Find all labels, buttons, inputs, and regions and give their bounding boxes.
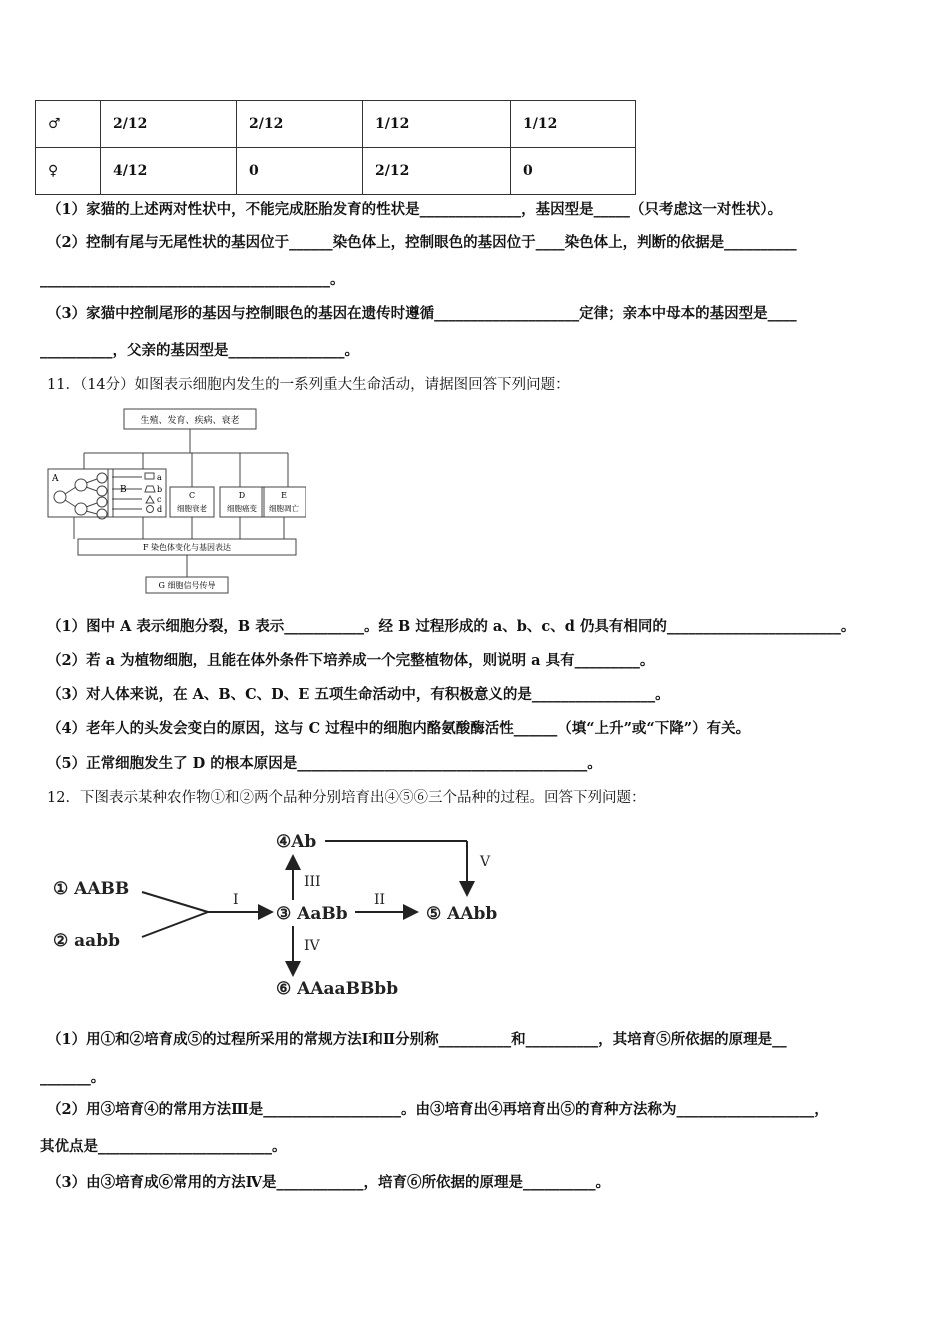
table-row-male — [36, 101, 636, 148]
diagram-c-title: C — [188, 491, 196, 500]
node-5: ⑤ AAbb — [426, 904, 498, 924]
breeding-process-diagram — [50, 820, 510, 1005]
table-cell: 1/12 — [363, 101, 511, 148]
q11-title: 11．（14分）如图表示细胞内发生的一系列重大生命活动，请据图回答下列问题： — [47, 377, 570, 393]
q10-sub3: （3）家猫中控制尾形的基因与控制眼色的基因在遗传时遵循____________________定律；亲本中母本的基因型是____ — [47, 305, 797, 322]
sex-cell: ♀ — [36, 148, 101, 195]
cell-life-activity-diagram — [46, 405, 306, 600]
q12-sub1: （1）用①和②培育成⑤的过程所采用的常规方法Ⅰ和Ⅱ分别称__________和__________，其培育⑤所依据的原理是__ — [47, 1031, 787, 1048]
diagram-c-text: 细胞衰老 — [177, 504, 207, 513]
table-cell: 2/12 — [101, 101, 237, 148]
q10-sub2: （2）控制有尾与无尾性状的基因位于______染色体上，控制眼色的基因位于____染色体上，判断的依据是__________ — [47, 234, 797, 251]
node-3: ③ AaBb — [276, 904, 348, 924]
q10-sub1: （1）家猫的上述两对性状中，不能完成胚胎发育的性状是______________，基因型是_____（只考虑这一对性状）。 — [47, 201, 783, 218]
method-IV-label: IV — [304, 938, 320, 954]
q10-sub2-cont: ________________________________________。 — [40, 271, 345, 288]
q11-sub5: （5）正常细胞发生了 D 的根本原因是________________________________________。 — [47, 755, 602, 772]
q12-sub1-cont: _______。 — [40, 1069, 106, 1086]
q10-sub3-cont: __________，父亲的基因型是________________。 — [40, 342, 359, 359]
method-II-label: II — [374, 892, 386, 908]
diagram-top-label: 生殖、发育、疾病、衰老 — [140, 416, 240, 426]
table-cell: 1/12 — [511, 101, 636, 148]
q11-sub3: （3）对人体来说，在 A、B、C、D、E 五项生命活动中，有积极意义的是_________________。 — [47, 686, 670, 703]
offspring-ratio-table — [35, 100, 636, 195]
table-cell: 0 — [511, 148, 636, 195]
sex-cell: ♂ — [36, 101, 101, 148]
table-cell: 4/12 — [101, 148, 237, 195]
diagram-d-title: D — [238, 491, 246, 500]
q11-sub2: （2）若 a 为植物细胞，且能在体外条件下培养成一个完整植物体，则说明 a 具有_________。 — [47, 652, 655, 669]
diagram-b-label: B — [120, 485, 127, 495]
table-cell: 0 — [237, 148, 363, 195]
q12-sub2: （2）用③培育④的常用方法Ⅲ是___________________。由③培育出④再培育出⑤的育种方法称为___________________， — [47, 1101, 829, 1118]
table-cell: 2/12 — [237, 101, 363, 148]
diagram-f-text: F 染色体变化与基因表达 — [142, 543, 232, 552]
method-I-label: I — [233, 892, 239, 908]
table-cell: 2/12 — [363, 148, 511, 195]
product-d: d — [157, 505, 163, 514]
product-a: a — [157, 473, 162, 482]
node-6: ⑥ AAaaBBbb — [276, 979, 399, 999]
node-1: ① AABB — [53, 879, 130, 899]
method-III-label: III — [304, 874, 321, 890]
q11-sub4: （4）老年人的头发会变白的原因，这与 C 过程中的细胞内酪氨酸酶活性______（填“上升”或“下降”）有关。 — [47, 720, 751, 737]
method-V-label: V — [480, 854, 491, 870]
diagram-e-title: E — [281, 491, 287, 500]
q12-sub3: （3）由③培育成⑥常用的方法Ⅳ是____________，培育⑥所依据的原理是__________。 — [47, 1174, 611, 1191]
q12-sub2-cont: 其优点是________________________。 — [40, 1138, 287, 1155]
product-b: b — [157, 485, 163, 494]
q11-sub1: （1）图中 A 表示细胞分裂，B 表示___________。经 B 过程形成的 a、b、c、d 仍具有相同的________________________。 — [47, 618, 856, 635]
node-2: ② aabb — [53, 931, 120, 951]
diagram-e-text: 细胞凋亡 — [269, 504, 299, 513]
table-row-female — [36, 148, 636, 195]
diagram-g-text: G 细胞信号传导 — [158, 581, 216, 590]
diagram-d-text: 细胞癌变 — [227, 504, 257, 513]
diagram-a-label: A — [52, 474, 59, 484]
q12-title: 12．下图表示某种农作物①和②两个品种分别培育出④⑤⑥三个品种的过程。回答下列问题： — [47, 790, 646, 806]
node-4: ④Ab — [276, 832, 317, 852]
product-c: c — [157, 495, 162, 504]
